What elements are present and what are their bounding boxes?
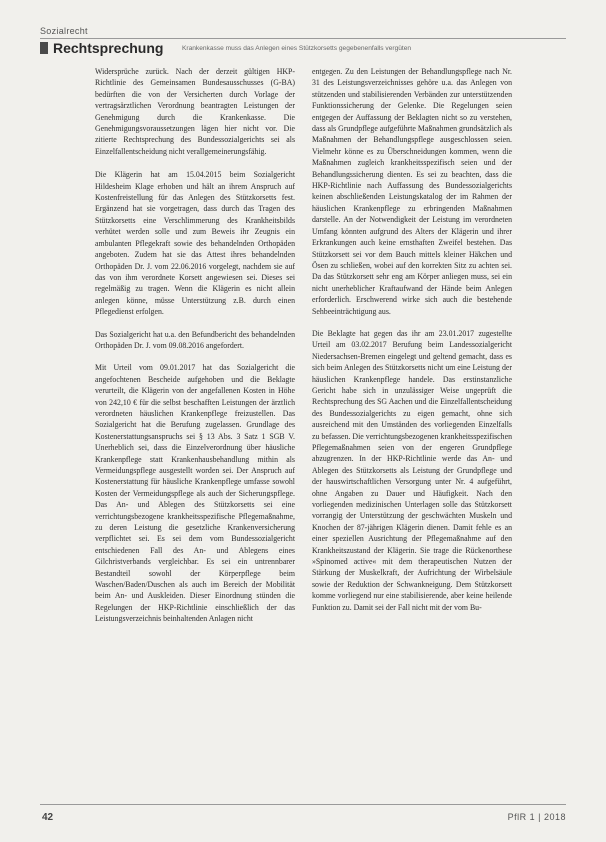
- page-subtitle: Krankenkasse muss das Anlegen eines Stützkorsetts gegebenenfalls vergüten: [182, 45, 412, 52]
- left-column: [95, 66, 295, 636]
- header-marker: [40, 42, 48, 54]
- paragraph: Die Klägerin hat am 15.04.2015 beim Sozialgericht Hildesheim Klage erhoben und hält an ihrem Anspruch auf Kostenfreistellung für das Anlegen des Stützkorsetts fest. Ergänzend hat sie vorgetragen, dass durch das Tragen des Stützkorsetts eine Verschlimmerung des Krankheitsbilds verhütet werden solle und zum Beweis ihr Zeugnis ein ambulanten Pflegekraft sowie des behandelnden Orthopäden angeboten. Zudem hat sie das Attest ihres behandelnden Orthopäden Dr. J. vom 22.06.2016 vorgelegt, nachdem sie auf das von ihm verordnete Korsett angewiesen sei. Dieses sei regelmäßig zu tragen. Wenn die Klägerin es nicht allein anlegen könne, müsse Unterstützung z.B. durch einen Pflegedienst erfolgen.: [95, 170, 295, 317]
- paragraph: Die Beklagte hat gegen das ihr am 23.01.2017 zugestellte Urteil am 03.02.2017 Berufung beim Landessozialgericht Niedersachsen-Bremen eingelegt und geltend gemacht, dass es sich beim Anlegen des Stützkorsetts nicht um eine Leistung der häuslichen Krankenpflege handele. Das erstinstanzliche Gericht habe sich in unzulässiger Weise ungeprüft die Rechtsprechung des SG Aachen und die Einzelfallentscheidung des Bundessozialgerichts zu eigen gemacht, ohne sich ausreichend mit den Umständen des vorliegenden Einzelfalls zu befassen. Die verrichtungsbezogenen krankheitsspezifischen Pflegemaßnahmen seien von der engeren Grundpflege abzugrenzen. In der HKP-Richtlinie werde das An- und Ablegen des Stützkorsetts als Leistung der Grundpflege und der hauswirtschaftlichen Versorgung unter Nr. 4 aufgeführt, ohne Angaben zu Dauer und Häufigkeit. Nach den vorliegenden medizinischen Unterlagen solle das Stützkorsett vorrangig der Unterstützung der geschwächten Muskeln und Knochen der 87-jährigen Klägerin dienen. Damit fehle es an einer speziellen Ausrichtung der Pflegemaßnahme auf den Krankheitszustand der Klägerin. Sie trage die Rückenorthese »Spinomed active« mit dem therapeutischen Nutzen der Stärkung der Muskelkraft, der Aufrichtung der Wirbelsäule sowie der Reduktion der Schwankneigung. Dem Stützkorsett komme vorliegend nur eine stabilisierende, aber keine heilende Funktion zu. Damit sei der Fall nicht mit der vom Bu-: [312, 328, 512, 612]
- bottom-divider: [40, 804, 566, 805]
- right-column: [312, 66, 512, 624]
- paragraph: entgegen. Zu den Leistungen der Behandlungspflege nach Nr. 31 des Leistungsverzeichnisses gehöre u.a. das Anlegen von stützenden und stabilisierenden Verbänden zur unterstützenden Funktionssicherung der Gelenke. Die Regelungen seien entgegen der Auffassung der Beklagten nicht so zu verstehen, dass als Grundpflege aufgeführte Maßnahmen grundsätzlich als Maßnahmen der Behandlungspflege ausgeschlossen seien. Vielmehr könne es zu Überschneidungen kommen, wenn die Maßnahmen zugleich krankheitsspezifisch seien und der Behandlungssicherung dienten. Es sei zu beachten, dass die HKP-Richtlinie nach Auffassung des Bundessozialgerichts keinen abschließenden Leistungskatalog der im Rahmen der häuslichen Krankenpflege zu erbringenden Maßnahmen darstelle. An der Notwendigkeit der Leistung im verordneten Umfang könnten aufgrund des Alters der Klägerin und ihrer Erkrankungen auch keine ernsthaften Zweifel bestehen. Das Stützkorsett sei vor dem Bauch mittels kleiner Häkchen und Ösen zu schließen, wobei auf den korrekten Sitz zu achten sei. Da das Stützkorsett sehr eng am Körper anliegen muss, sei ein nicht unerheblicher Kraftaufwand der Hände beim Anlegen erforderlich. Erschwerend wirke sich auch die bestehende Sehbeeinträchtigung aus.: [312, 67, 512, 316]
- section-label: Sozialrecht: [40, 26, 88, 36]
- page-number: 42: [42, 812, 54, 823]
- page-title: Rechtsprechung: [53, 40, 164, 56]
- paragraph: Mit Urteil vom 09.01.2017 hat das Sozialgericht die angefochtenen Bescheide aufgehoben und die Beklagte verurteilt, die Klägerin von der angefallenen Kosten in Höhe von 242,10 € für die selbst beschafften Leistungen der ärztlich verordneten häuslichen Krankenpflege freizustellen. Das Sozialgericht hat die Berufung zugelassen. Grundlage des Kostenerstattungsanspruchs sei § 13 Abs. 3 Satz 1 SGB V. Unerheblich sei, dass die Einzelverordnung über häusliche Krankenpflege statt Krankenhausbehandlung mithin als Vermeidungspflege ausgestellt worden sei. Der Anspruch auf Kostenerstattung für häusliche Krankenpflege umfasse sowohl Kosten der Vermeidungspflege als auch der Sicherungspflege. Das An- und Ablegen des Stützkorsetts sei eine verrichtungsbezogene krankheitsspezifische Pflegemaßnahme, zu deren Leistung die gesetzliche Krankenversicherung verpflichtet sei. Es sei dem vom Bundessozialgericht entschiedenen Fall des An- und Ablegens eines Gilchristverbands vergleichbar. Es sei ein untrennbarer Bestandteil sowohl der Körperpflege beim Waschen/Baden/Duschen als auch im Bereich der Mobilität beim An- und Auskleiden. Dieser Einordnung stünden die Regelungen der HKP-Richtlinie einschließlich der das Leistungsverzeichnis beinhaltenden Anlagen nicht: [95, 363, 295, 624]
- paragraph: Widersprüche zurück. Nach der derzeit gültigen HKP-Richtlinie des Gemeinsamen Bundesausschusses (G-BA) bedürften die von der Versicherten durch Vorlage der vertragsärztlichen Verordnung beantragten Leistungen der Genehmigung durch die Krankenkasse. Die Genehmigungsvoraussetzungen lägen hier nicht vor. Die zitierte Rechtsprechung des Bundessozialgerichts sei als Einzelfallentscheidung nicht verallgemeinerungsfähig.: [95, 67, 295, 156]
- top-divider: [40, 38, 566, 39]
- paragraph: Das Sozialgericht hat u.a. den Befundbericht des behandelnden Orthopäden Dr. J. vom 09.08.2016 angefordert.: [95, 329, 295, 350]
- journal-issue: PflR 1 | 2018: [507, 812, 566, 822]
